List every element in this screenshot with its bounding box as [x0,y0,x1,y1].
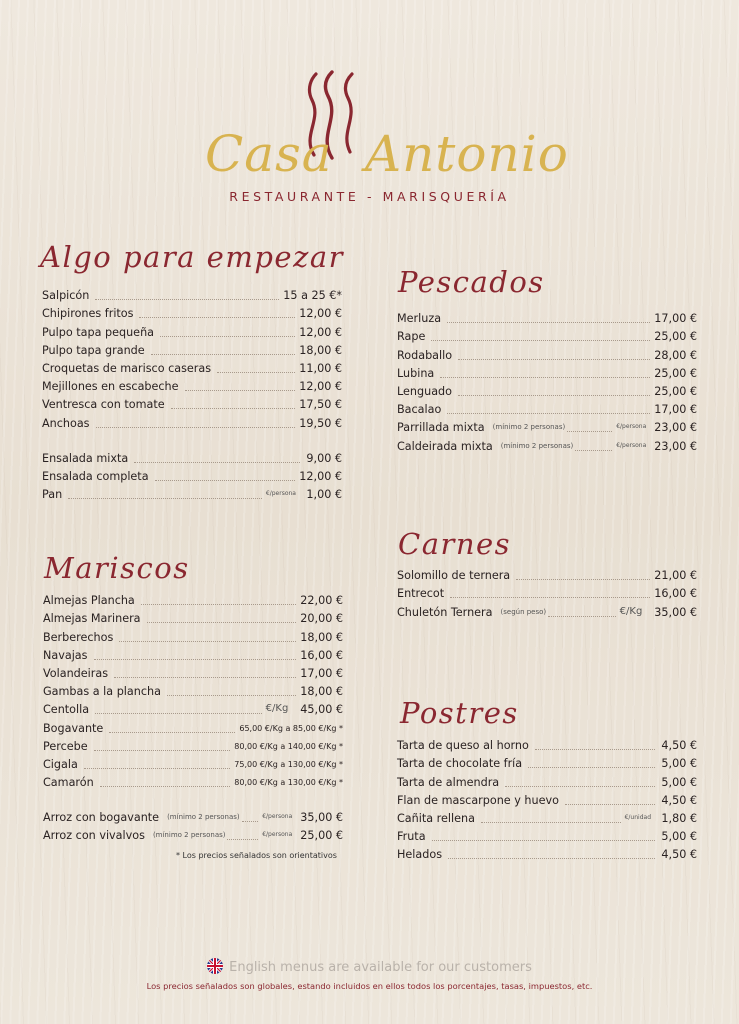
menu-item-name: Caldeirada mixta [397,439,493,453]
subtitle: RESTAURANTE - MARISQUERÍA [229,189,510,204]
menu-item [43,774,343,792]
menu-item [397,828,697,846]
dot-leader [227,839,258,840]
menu-item-price: 5,00 € [661,757,697,771]
menu-item-name: Salpicón [42,289,90,303]
menu-item-name: Solomillo de ternera [397,569,511,583]
menu-item [397,585,697,603]
dot-leader [84,768,230,769]
menu-item [397,328,697,346]
list-carnes [397,567,697,622]
menu-item [397,792,697,810]
menu-item-name: Cigala [43,757,78,771]
menu-item-name: Pan [42,488,63,502]
menu-item-price: 75,00 €/Kg a 130,00 €/Kg * [234,759,343,769]
menu-item-price: 25,00 € [300,829,343,843]
menu-item-price: 18,00 € [299,343,342,357]
menu-item-note: (según peso) [500,607,547,616]
menu-item-price: 4,50 € [661,793,697,807]
dot-leader [567,431,612,432]
brand-word-antonio: Antonio [365,125,569,183]
menu-item-name: Mejillones en escabeche [42,380,179,394]
menu-item-name: Fruta [397,830,426,844]
heading-postres: Postres [400,696,519,730]
menu-item-name: Almejas Plancha [43,594,135,608]
menu-item-name: Pulpo tapa pequeña [42,325,155,339]
menu-item [42,450,342,468]
menu-item [397,810,697,828]
dot-leader [185,390,296,391]
menu-item-name: Almejas Marinera [43,612,141,626]
dot-leader [217,372,295,373]
menu-item [397,603,697,621]
menu-item-price: 17,00 € [300,666,343,680]
menu-item-price: 28,00 € [654,348,697,362]
menu-item-name: Chipirones fritos [42,307,134,321]
menu-item-unit: €/persona [262,813,293,821]
menu-item [42,378,342,396]
menu-item [43,647,343,665]
dot-leader [167,695,296,696]
menu-item-name: Gambas a la plancha [43,685,161,699]
menu-item [397,365,697,383]
menu-item-price: 17,00 € [654,403,697,417]
menu-item-price: 12,00 € [299,307,342,321]
menu-item [43,827,343,845]
menu-item-price: 12,00 € [299,325,342,339]
menu-item-price: 16,00 € [654,587,697,601]
menu-item [43,665,343,683]
menu-item-price: 5,00 € [661,830,697,844]
menu-item-unit: €/persona [616,441,647,449]
dot-leader [68,498,262,499]
dot-leader [109,732,235,733]
menu-item-name: Anchoas [42,416,90,430]
menu-item-price: 4,50 € [661,739,697,753]
menu-item-name: Tarta de chocolate fría [397,757,523,771]
menu-item-price: 1,80 € [661,811,697,825]
heading-mariscos: Mariscos [44,551,190,585]
menu-item-name: Entrecot [397,587,445,601]
menu-item-name: Volandeiras [43,666,109,680]
dot-leader [160,336,295,337]
dot-leader [516,579,650,580]
menu-item [42,305,342,323]
menu-item-price: 1,00 € [306,488,342,502]
dot-leader [134,462,300,463]
menu-item [42,396,342,414]
menu-item-price: 19,50 € [299,416,342,430]
menu-item-name: Tarta de almendra [397,775,500,789]
menu-item [397,846,697,864]
menu-item-unit: €/persona [262,831,293,839]
menu-item-price: 25,00 € [654,384,697,398]
menu-item [42,468,342,486]
menu-item-price: 22,00 € [300,594,343,608]
menu-item-price: 65,00 €/Kg a 85,00 €/Kg * [239,723,343,733]
menu-item-name: Bogavante [43,721,104,735]
menu-item [397,437,697,455]
heading-carnes: Carnes [398,527,512,561]
menu-item-name: Tarta de queso al horno [397,739,529,753]
menu-item-note: (mínimo 2 personas) [492,423,566,432]
dot-leader [147,622,297,623]
menu-item [397,401,697,419]
menu-item [42,414,342,432]
menu-item-price: 35,00 € [300,811,343,825]
dot-leader [94,659,297,660]
menu-item-name: Ensalada completa [42,469,149,483]
menu-item [42,486,342,504]
menu-item-price: 5,00 € [661,775,697,789]
menu-item-price: 4,50 € [661,848,697,862]
dot-leader [139,317,295,318]
menu-item-name: Arroz con bogavante [43,811,160,825]
menu-item-note: (mínimo 2 personas) [152,831,226,840]
menu-item [397,737,697,755]
menu-item-price: 23,00 € [654,421,697,435]
dot-leader [565,804,655,805]
menu-item-price: 35,00 € [654,605,697,619]
dot-leader [151,354,296,355]
dot-leader [505,786,655,787]
menu-item-name: Chuletón Ternera [397,605,493,619]
dot-leader [155,480,296,481]
dot-leader [432,840,655,841]
menu-item-name: Ventresca con tomate [42,398,165,412]
menu-item-name: Cañita rellena [397,811,475,825]
dot-leader [141,604,297,605]
menu-item [397,383,697,401]
menu-item-name: Rodaballo [397,348,453,362]
menu-item-price: 11,00 € [299,361,342,375]
english-menu-notice [0,958,739,975]
menu-item-name: Camarón [43,776,94,790]
menu-item-price: 16,00 € [300,648,343,662]
dot-leader [548,616,616,617]
menu-item [43,628,343,646]
menu-item [42,323,342,341]
menu-item [397,346,697,364]
legal-notice: Los precios señalados son globales, estando incluidos en ellos todos los porcentajes, tasas, impuestos, etc. [146,981,593,991]
menu-item-name: Navajas [43,648,88,662]
list-pescados [397,310,697,456]
footnote: * Los precios señalados son orientativos [176,851,337,860]
dot-leader [575,450,612,451]
heading-empezar: Algo para empezar [40,240,345,274]
menu-item-price: 21,00 € [654,569,697,583]
menu-item-name: Helados [397,848,443,862]
menu-item-price: 18,00 € [300,630,343,644]
menu-item-name: Rape [397,330,426,344]
menu-item [43,592,343,610]
menu-item [43,756,343,774]
menu-item [42,287,342,305]
menu-item-name: Pulpo tapa grande [42,343,145,357]
dot-leader [95,713,262,714]
menu-item-note: (mínimo 2 personas) [500,441,574,450]
dot-leader [447,413,650,414]
logo [0,0,739,215]
menu-item-price: 15 a 25 €* [283,289,342,303]
dot-leader [481,822,621,823]
menu-item [397,310,697,328]
menu-item-unit: €/Kg [619,605,643,617]
menu-item [43,610,343,628]
dot-leader [114,677,296,678]
dot-leader [96,427,296,428]
menu-item-note: (mínimo 2 personas) [167,813,240,822]
menu-item-name: Merluza [397,312,442,326]
menu-item-name: Croquetas de marisco caseras [42,361,212,375]
menu-item-price: 25,00 € [654,366,697,380]
heading-pescados: Pescados [398,265,545,299]
menu-item-price: 12,00 € [299,380,342,394]
dot-leader [450,597,650,598]
menu-item-price: 23,00 € [654,439,697,453]
dot-leader [447,322,650,323]
dot-leader [458,359,650,360]
menu-item-price: 17,50 € [299,398,342,412]
dot-leader [458,395,650,396]
menu-item-unit: €/persona [616,423,647,431]
menu-item [43,809,343,827]
menu-item [42,360,342,378]
menu-item [397,755,697,773]
brand-word-casa: Casa [205,125,333,183]
list-mariscos [43,592,343,845]
menu-item [43,738,343,756]
menu-item-name: Ensalada mixta [42,451,129,465]
menu-item-unit: €/persona [265,490,296,498]
menu-item-price: 9,00 € [306,451,342,465]
dot-leader [95,299,279,300]
menu-item-name: Parrillada mixta [397,421,485,435]
menu-item-price: 17,00 € [654,312,697,326]
menu-item [43,719,343,737]
menu-item [397,773,697,791]
dot-leader [94,750,231,751]
menu-item-name: Berberechos [43,630,114,644]
menu-item-name: Lubina [397,366,435,380]
dot-leader [431,340,650,341]
menu-item-name: Lenguado [397,384,453,398]
menu-item-price: 80,00 €/Kg a 130,00 €/Kg * [234,778,343,788]
menu-item-name: Arroz con vivalvos [43,829,145,843]
menu-item-name: Centolla [43,703,90,717]
list-postres [397,737,697,864]
menu-item-price: 45,00 € [300,703,343,717]
menu-item [42,342,342,360]
menu-item-price: 25,00 € [654,330,697,344]
list-empezar [42,287,342,504]
english-menu-text: English menus are available for our customers [229,960,532,975]
dot-leader [171,408,296,409]
menu-item [397,419,697,437]
dot-leader [119,641,296,642]
menu-item-name: Flan de mascarpone y huevo [397,793,559,807]
dot-leader [535,749,655,750]
uk-flag-icon [207,958,223,974]
dot-leader [528,767,655,768]
menu-item-price: 20,00 € [300,612,343,626]
menu-item-name: Bacalao [397,403,442,417]
menu-item-name: Percebe [43,739,88,753]
menu-item-price: 18,00 € [300,685,343,699]
dot-leader [100,786,231,787]
dot-leader [440,377,650,378]
menu-item-unit: €/unidad [624,813,651,821]
dot-leader [242,821,259,822]
menu-item [397,567,697,585]
menu-item-price: 80,00 €/Kg a 140,00 €/Kg * [234,741,343,751]
dot-leader [448,858,655,859]
menu-item-unit: €/Kg [265,703,289,715]
menu-item [43,683,343,701]
menu-item [43,701,343,719]
menu-item-price: 12,00 € [299,469,342,483]
